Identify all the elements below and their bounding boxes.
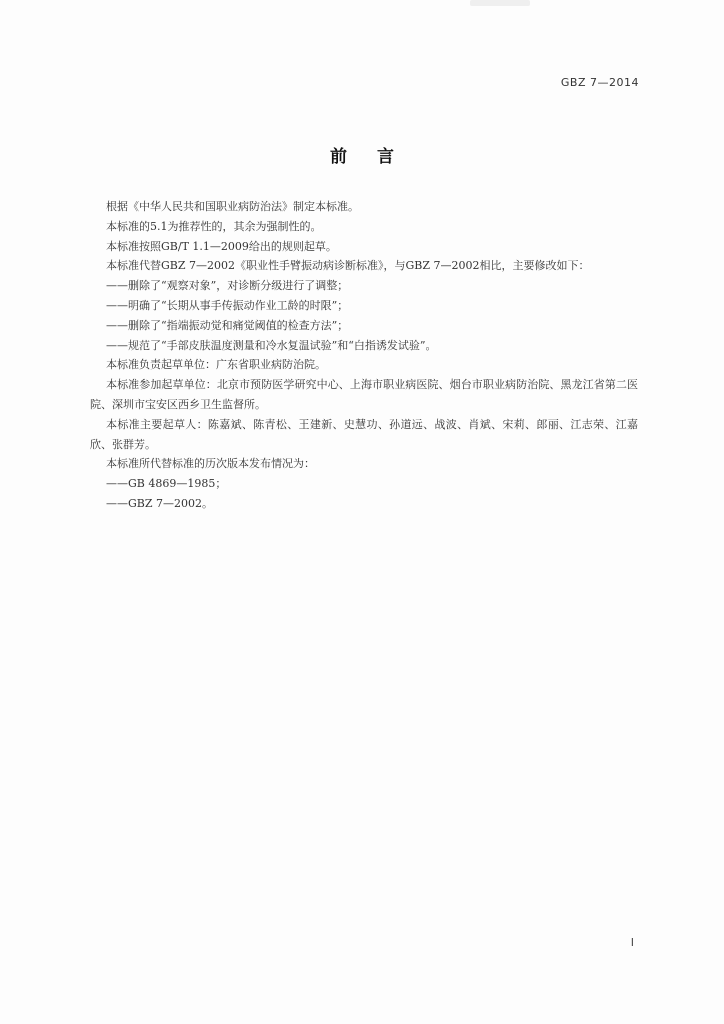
page-number: I (630, 936, 634, 949)
paragraph-previous-editions: 本标准所代替标准的历次版本发布情况为： (106, 457, 315, 471)
list-item: ——规范了“手部皮肤温度测量和冷水复温试验”和“白指诱发试验”。 (106, 338, 437, 352)
list-item: ——GBZ 7—2002。 (106, 496, 214, 510)
list-item: ——删除了“观察对象”，对诊断分级进行了调整； (106, 279, 349, 293)
paragraph-basis: 根据《中华人民共和国职业病防治法》制定本标准。 (106, 200, 359, 213)
list-item: ——明确了“长期从事手传振动作业工龄的时限”； (106, 298, 349, 312)
page-title: 前言 (330, 147, 424, 167)
list-item: ——删除了“指端振动觉和痛觉阈值的检查方法”； (106, 318, 349, 332)
foreword-body (90, 197, 638, 514)
paragraph-recommended-clause: 本标准的5.1为推荐性的，其余为强制性的。 (106, 219, 322, 233)
paragraph-replacement: 本标准代替GBZ 7—2002《职业性手臂振动病诊断标准》，与GBZ 7—2002相比，主要修改如下： (106, 259, 590, 273)
standard-code: GBZ 7—2014 (560, 76, 639, 89)
paragraph-drafting-rules: 本标准按照GB/T 1.1—2009给出的规则起草。 (106, 239, 337, 253)
paragraph-participating-units: 本标准参加起草单位：北京市预防医学研究中心、上海市职业病医院、烟台市职业病防治院、黑龙江省第二医院、深圳市宝安区西乡卫生监督所。 (90, 378, 638, 411)
scan-artifact (470, 0, 530, 6)
paragraph-main-drafters: 本标准主要起草人：陈嘉斌、陈青松、王建新、史慧功、孙道远、战波、肖斌、宋莉、郎丽、江志荣、江嘉欣、张群芳。 (90, 417, 638, 451)
paragraph-responsible-unit: 本标准负责起草单位：广东省职业病防治院。 (106, 358, 326, 372)
list-item: ——GB 4869—1985； (106, 477, 227, 491)
